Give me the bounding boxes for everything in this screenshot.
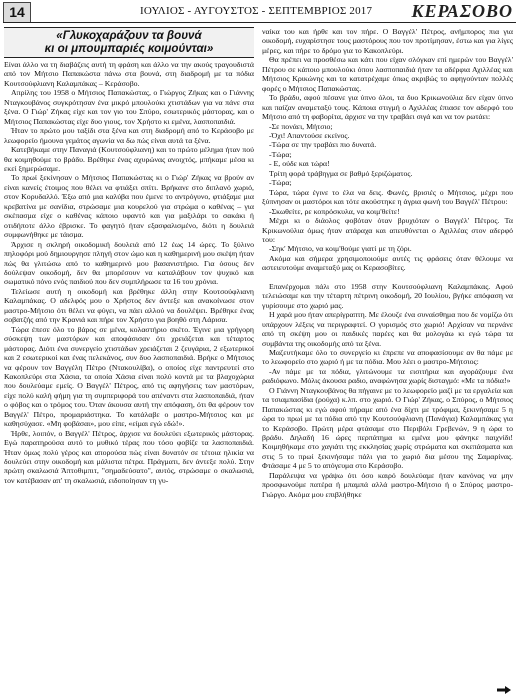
paragraph: -Όχι! Απαντούσε εκείνος. <box>269 130 350 140</box>
left-column <box>4 27 254 485</box>
paragraph: -Τώρα σε την τραβάει πιο δυνατά. <box>269 140 377 150</box>
paragraph: Είναι άλλο να τη διαβάζεις αυτή τη φράση και άλλο να την ακούς τραγουδιστά από τον Μήτσιο Παπακώστα πάνω στα βουνά, στη διαδρομή με τα πόδια Κουτσούφλιανη Καλαμπάκας – Κεράσοβο. <box>4 60 254 88</box>
paragraph: -Τώρα; <box>269 178 292 188</box>
newspaper-logo: ΚΕΡΑΣΟΒΟ <box>411 1 513 21</box>
paragraph: Επανέρχομαι πάλι στο 1958 στην Κουτσούφλιανη Καλαμπάκας. Αφού τελειώσαμε και την τέταρτη πέτρινη οικοδομή, 20 Ιουλίου, βγήκε απόφαση να γυρίσουμε στο χωριό μας. <box>262 281 513 310</box>
paragraph: Η χαρά μου ήταν απερίγραπτη. Με έλουζε ένα συναίσθημα που δε νομίζω ότι υπάρχουν λέξεις να περιγραφτεί. Ο γυρισμός στο χωριό! Αρχίσαν να περνάνε από τη σκέψη μου οι παιδικές παρέες και θα μολογάω κι εγώ τώρα τα συμβάντα της οικοδομής από τα ξένα. <box>262 310 513 348</box>
paragraph: Τώρα έπεσε όλο το βάρος σε μένα, κολαστήριο σκέτο. Έγινε μια γρήγορη σύσκεψη των μαστόρων και αποφάσισαν ότι χρειάζεται και τέταρτος μάστορας. Διότι ένα συνεργείο χτιστάδων χρειάζεται 2 ζευγάρια, 2 εξωτερικοί και 2 εσωτερικοί και ένας πελεκάνος, συν δυο λασπoπαιδιά. Βρήκε ο Μήτσιος να φέρουν τον Βαγγέλη Πέτρο (Ντακουλίβα), ο οποίος είχε παντρευτεί στο Κακοπλεύρι στα Χάσια, τα οποία Χάσια είναι πολύ κοντά με τα βλαχοχώρια που δουλεύαμε εμείς. Ο Βαγγέλ' Πέτρος, από τις αφηγήσεις των μαστόρων, είχε πολύ καλή φήμη για τη συμπεριφορά του απέναντι στα λασπoπαιδιά, ήταν ο φόβος και ο τρόμος του. Όταν άκουσα αυτή την απόφαση, ότι θα φέρουν τον Βαγγέλ' Πέτρο, προμαριάστηκα. Το κατάλαβε ο μαστρο-Μήτσιος και με καθησύχασε. «Μη φοβάσαι», μου είπε, «είμαι εγώ εδώ!». <box>4 324 254 429</box>
page-number: 14 <box>3 2 31 23</box>
paragraph: Κατεβήκαμε στην Παναγιά (Κουτσούφλιανη) και το πρώτο μέλημα ήταν πού θα κοιμηθούμε το βράδυ. Βρέθηκε ένας αχυρώνας ανοιχτός, μπήκαμε μέσα κι εκεί ξημερώσαμε. <box>4 145 254 173</box>
paragraph: - Ε, ούδε και τώρα! <box>269 159 330 169</box>
issue-date: ΙΟΥΛΙΟΣ - ΑΥΓΟΥΣΤΟΣ - ΣΕΠΤΕΜΒΡΙΟΣ 2017 <box>140 5 373 17</box>
paragraph: Παράλειψα να γράψω ότι όσο καιρό δουλεύαμε ήταν κανόνας να μην προσφωνούμε πατέρα ή μπαμπά αλλά μαστρο-Μήτσιο ή ο Σπύρος μαστρο-Γιώργο. Ακόμα μου επιβλήθηκε <box>262 470 513 499</box>
continue-arrow-icon <box>497 686 511 694</box>
paragraph: Θα πρέπει να προσθέσω και κάτι που είχαν σλόγκαν επί ημερών του Βαγγέλ' Πέτρου σε κάποιο μπουλούκι όπου λασπoπαιδιά ήταν τα αδέρφια Αχιλλέας και Μήτσιος Κρικώνης και τα κατατρέχαμε όπως ακριβώς το αφηγούνταν πολλές φορές ο Μήτσιος Παπακώστας. <box>262 55 513 93</box>
paragraph: -Σκωθείτε, ρε κοπρόσκυλα, να κοιμ'θείτε! <box>269 206 400 216</box>
paragraph: Ακόμα και σήμερα χρησιμοποιούμε αυτές τις φράσεις όταν θέλουμε να αστειευτούμε αναμεταξύ μας οι Κερασοβίτες. <box>262 253 513 273</box>
paragraph: Τελείωσε αυτή η οικοδομή και βρέθηκε άλλη στην Κουτσούφλιανη Καλαμπάκας. Ο αδελφός μου ο Χρήστος δεν άντεξε και ανακοίνωσε στον μαστρο-Μήτσιο ότι θέλει να φύγει, να πάει αλλού να δουλέψει. Βρέθηκε ένας σοβατζής από την Κρανιά και πήρε τον Χρήστο για βοηθό στη Λάρισα. <box>4 286 254 325</box>
paragraph: Το πρωί ξεκίνησαν ο Μήτσιος Παπακώστας κι ο Γιώρ' Ζήκας να βρούν αν είναι κανείς έτοιμος που θέλει να φτιάξει σπίτι. Βρήκανε στο διπλανό χωριό, στον Κορυδαλλό. Έξω από μια καλύβα που έμενε το αντρόγυνο, φτιάξαμε μια κρεβατίνα με σανίδια, στρώσαμε μια κουρελού για στρώμα ο καθένας – για σκέπασμα είχε ο καθένας κάποιο υφαντό και για μαξιλάρι το σακάκι ή οτιδήποτε άλλο έβρισκε. Το φαγητό ήταν εξασφαλισμένο, διότι η δουλειά συμφωνήθηκε με τάισμα. <box>4 173 254 240</box>
paragraph <box>262 273 513 282</box>
paragraph: Ο Γιάννη Νταγκουβάνος θα πήγαινε με το λεωφορείο μαζί με τα εργαλεία και τα τσιαμπασίδια (ρούχα) κ.λπ. στο χωριό. Ο Γιώρ' Ζήκας, ο Σπύρος, ο Μήτσιος Παπακώστας κι εγώ αφού πήραμε από ένα δίχτι με τρόφιμα, ξεκινήσαμε 5 η ώρα το πρωί με τα πόδια από την Κουτσούφλιανη (Πανάγια) Καλαμπάκας για το Κεράσοβο. Πρώτη μέρα φτάσαμε στο Περιβόλι Γρεβενών, 9 η ώρα το βράδυ. Δηλαδή 16 ώρες περπάτημα κι εμένα μου φάνηκε παιχνίδι! Κοιμηθήκαμε στο χαγιάτι της εκκλησίας χωρίς στρώματα και σκεπάσματα και στις 5 το πρωί ξεκινήσαμε πάλι για το χωριό δια μέσου της Σαμαρίνας. Φτάσαμε 4 με 5 το απόγευμα στο Κεράσοβο. <box>262 385 513 471</box>
paragraph: -Αν πάμε με τα πόδια, γλιτώνουμε τα εισιτήρια και αγοράζουμε ένα ραδιόφωνο. Μόλις άκουσα ραδιο, αναφώνησα χωρίς δισταγμό: «Με τα πόδια!» <box>262 366 513 386</box>
paragraph: Άρχισε η σκληρή οικοδομική δουλειά από 12 έως 14 ώρες. Το ξύλινο πηλοφόρι μού δημιουργησε πληγή στον ώμο και η καθημερινή μου σκέψη ήταν πώς θα γλιτώσω από το καθημερινό μου βασανιστήριο. Για όσους δεν δούλεψαν οικοδομή, δεν θα μπορέσουν να καταλάβουν τον ψυχικό και σωματικό πόνο ενός παιδιού που δεν συμπλήρωσε τα 16 του χρόνια. <box>4 239 254 287</box>
paragraph: Απρίλης του 1958 ο Μήτσιος Παπακώστας, ο Γιώργος Ζήκας και ο Γιάννης Νταγκουβάνος συγκρότησαν ένα μικρό μπουλούκι χτιστάδων για να πάνε στα ξένα. Ο Γιώρ' Ζήκας είχε και τον γιο του Σπύρο, εσωτερικός μάστορας, και ο Μήτσιος Παπακώστας είχε δυο γιους, τον Χρήστο κι εμένα, λασπoπαιδιά. <box>4 88 254 126</box>
paragraph: Ήρθε, λοιπόν, ο Βαγγέλ' Πέτρος, άρχισε να δουλεύει εξωτερικός μάστορας. Εγώ παρατηρούσα αυτό το μυθικό τέρας που τόσο φοβίζε τα λασπoπαιδιά. Ήταν όμως πολύ γέρος και απορούσα πώς είναι δυνατόν σε τέτοια ηλικία να δουλεύει στην οικοδομή και μάλιστα πέτρα. Πράγματι, δεν άντεξε πολύ. Στην πρώτη σκαλωσιά Άπτοθιμπιτ, "σημαδεύσατο", αυτός, στρώσαμε ο σκαλωσιά, τον κατέβασαν απ' τη σκαλωσιά, ειδοποίησαν τη γυ- <box>4 428 254 485</box>
paragraph: Μαζευτήκαμε όλο το συνεργείο κι έπρεπε να αποφασίσουμε αν θα πάμε με το λεωφορείο στο χωριό ή με τα πόδια. Μου λέει ο μαστρο-Μήτσιος: <box>262 347 513 367</box>
paragraph: Το βράδυ, αφού πέσανε για ύπνο όλοι, τα δυο Κρικωνούλια δεν είχαν ύπνο και παίζαν αναμεταξύ τους. Κάποια στιγμή ο Αχιλλέας έπιασε τον αδερφό του Μήτσιο από τη φαβορίτα, άρχισε να την τραβάει σιγά και να τον ρωτάει: <box>262 93 513 122</box>
title-line-1: «Γλυκοχαράζουν τα βουνά <box>56 29 202 42</box>
right-column <box>262 27 513 499</box>
paragraph: Τώρα, τώρα έγινε το έλα να δεις. Φωνές, βρισιές ο Μήτσιος, μέχρι που ξύπνησαν οι μαστόροι και τότε ακούστηκε η άγρια φωνή του Βαγγέλ' Πέτρου: <box>262 187 513 207</box>
paragraph: -Σηκ' Μήτσιο, να κοιμ'θούμε γιατί με τη ζόρι. <box>269 244 412 254</box>
article-title <box>4 27 254 58</box>
paragraph: Τρίτη φορά τράβηγμα σε βαθμό ξεριζώματος. <box>269 168 413 178</box>
paragraph: -Σε πονάει, Μήτσιο; <box>269 121 333 131</box>
right-column-body <box>262 27 513 499</box>
left-column-body <box>4 60 254 485</box>
paragraph: Ήταν το πρώτο μου ταξίδι στα ξένα και στη διαδρομή από το Κεράσοβο με λεωφορείο ήμουνα γεμάτος αγωνία να δω πώς είναι αυτά τα ξένα. <box>4 126 254 145</box>
paragraph: Μέχρι κι ο διάολος φοβόταν όταν βρυχιόταν ο Βαγγέλ' Πέτρος. Τα Κρικωνούλια όμως ήταν ατάραχα και απευθύνεται ο Αχιλλέας στον αδερφό του: <box>262 216 513 244</box>
page-header <box>0 0 519 24</box>
paragraph: ναίκα του και ήρθε και τον πήρε. Ο Βαγγέλ' Πέτρος, ανήμπορος πια για οικοδομή, ευχαρίστησε τους μαστόρους που τον προτίμησαν, έστω και για λίγες μέρες, και πήρε το δρόμο για το Κακοπλεύρι. <box>262 27 513 55</box>
title-line-2: κι οι μπουμπαριές κοιμούνται» <box>44 42 214 55</box>
paragraph: -Τώρα; <box>269 149 292 159</box>
header-divider <box>3 22 516 23</box>
